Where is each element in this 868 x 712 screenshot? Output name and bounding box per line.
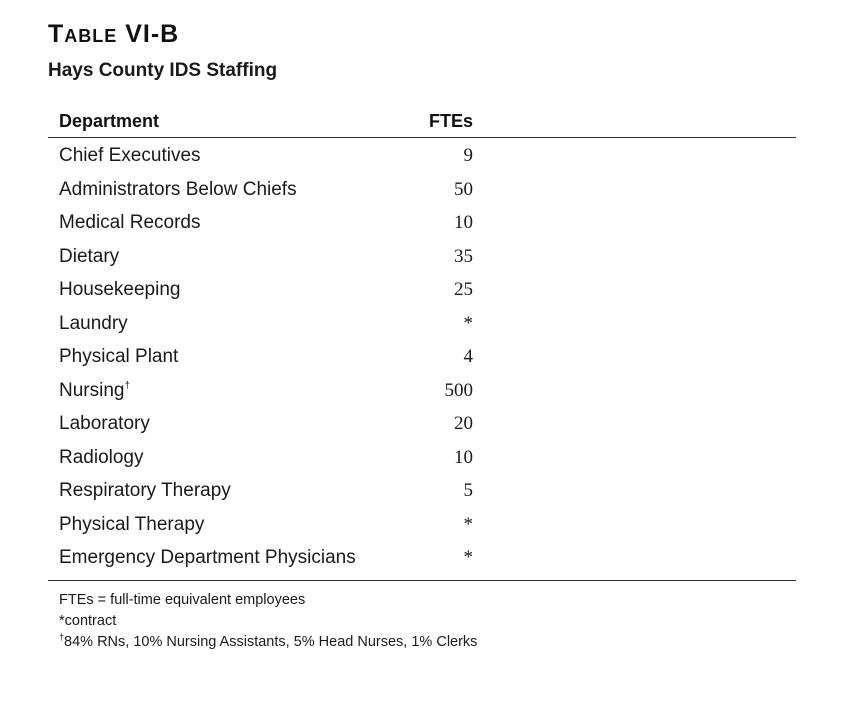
- ftes-cell: 25: [454, 279, 473, 300]
- footnote-ftes-definition: FTEs = full-time equivalent employees: [59, 592, 306, 608]
- table-row: [48, 277, 796, 311]
- department-cell: Physical Therapy: [59, 513, 205, 535]
- department-cell: Administrators Below Chiefs: [59, 178, 297, 200]
- ftes-cell: *: [463, 547, 473, 568]
- table-row: [48, 210, 796, 244]
- department-cell-text: Nursing: [59, 379, 125, 401]
- footnote-contract: *contract: [59, 613, 117, 629]
- table-row: [48, 311, 796, 345]
- table-row: [48, 177, 796, 211]
- table-title: [48, 20, 179, 49]
- ftes-cell: 9: [463, 145, 473, 166]
- ftes-cell: 35: [454, 245, 473, 267]
- department-cell: Respiratory Therapy: [59, 480, 231, 501]
- department-cell: Laundry: [59, 312, 128, 334]
- table-row: [48, 411, 796, 445]
- ftes-cell: 10: [454, 212, 473, 233]
- ftes-cell: *: [463, 312, 473, 334]
- department-cell: Housekeeping: [59, 279, 181, 300]
- column-header-department: Department: [59, 111, 160, 131]
- ftes-cell: 5: [463, 480, 473, 501]
- table-footnotes: [59, 590, 477, 653]
- ftes-cell: 10: [454, 446, 473, 468]
- table-subtitle: Hays County IDS Staffing: [48, 60, 278, 81]
- table-row: [48, 143, 796, 177]
- dagger-footnote-marker: †: [124, 380, 131, 392]
- staffing-table: [48, 108, 796, 579]
- department-cell: [59, 380, 130, 402]
- footnote-nursing: [59, 632, 477, 653]
- ftes-cell: 500: [444, 379, 473, 401]
- department-cell: Dietary: [59, 245, 120, 267]
- table-header-row: [48, 108, 796, 138]
- table-bottom-divider: [48, 580, 796, 581]
- footnote-nursing-text: 84% RNs, 10% Nursing Assistants, 5% Head Nurses, 1% Clerks: [64, 634, 478, 650]
- table-row: [48, 344, 796, 378]
- table-row: [48, 445, 796, 479]
- table-row: [48, 545, 796, 579]
- department-cell: Chief Executives: [59, 145, 201, 166]
- ftes-cell: *: [463, 513, 473, 535]
- dagger-footnote-marker: †: [59, 632, 65, 643]
- table-body: [48, 138, 796, 579]
- ftes-cell: 20: [454, 413, 473, 434]
- table-title-text: Table VI-B: [48, 20, 180, 48]
- department-cell: Physical Plant: [59, 346, 179, 367]
- table-row: [48, 512, 796, 546]
- ftes-cell: 50: [454, 178, 473, 200]
- department-cell: Emergency Department Physicians: [59, 547, 356, 568]
- column-header-ftes: FTEs: [428, 111, 473, 131]
- table-row: [48, 244, 796, 278]
- table-row: [48, 378, 796, 412]
- department-cell: Medical Records: [59, 212, 201, 233]
- department-cell: Radiology: [59, 446, 144, 468]
- ftes-cell: 4: [463, 346, 473, 367]
- table-row: [48, 478, 796, 512]
- department-cell: Laboratory: [59, 413, 150, 434]
